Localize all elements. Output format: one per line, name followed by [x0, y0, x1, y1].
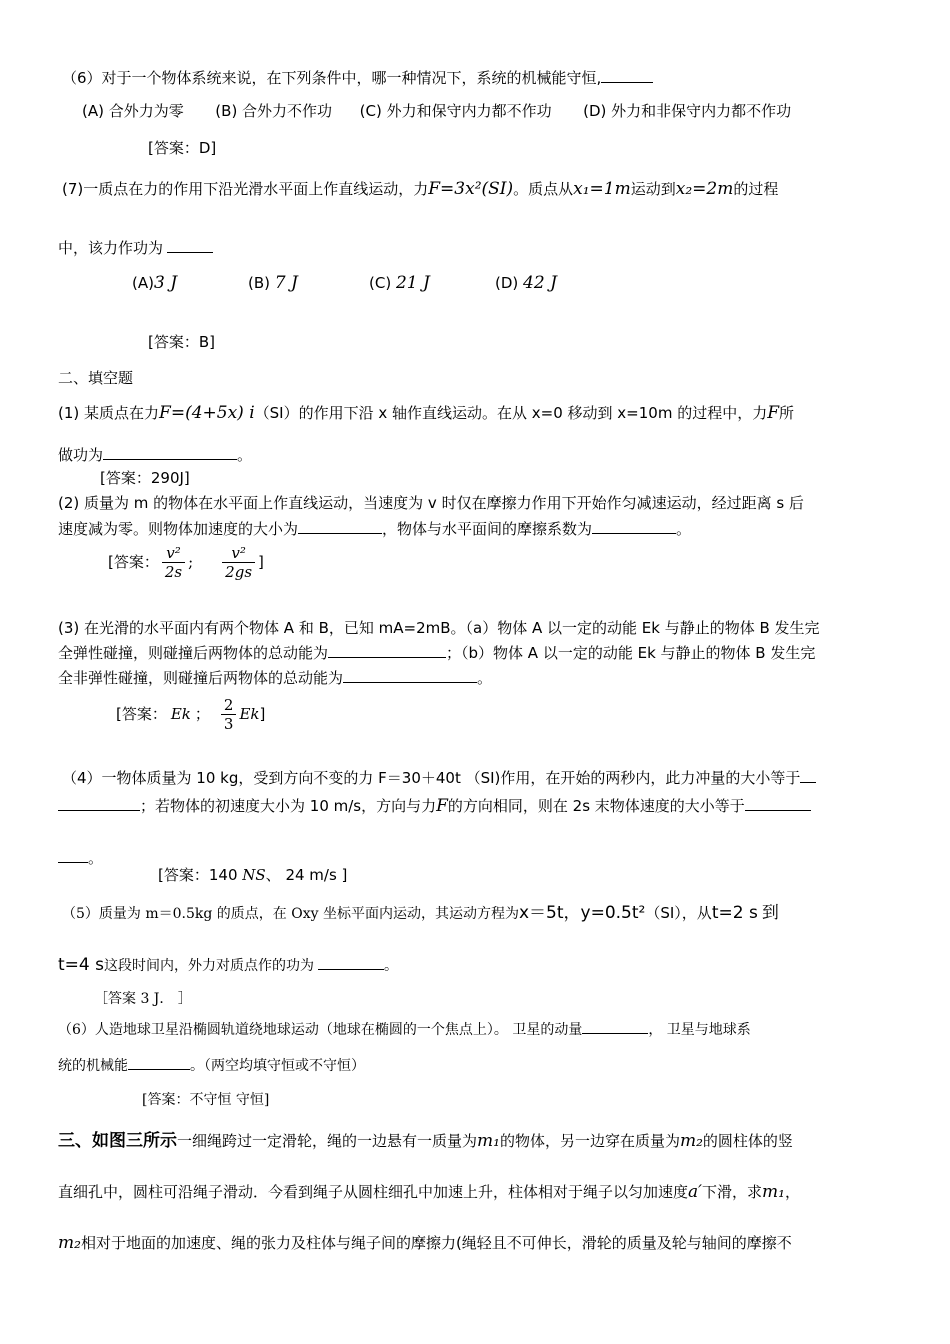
answer-blank	[592, 517, 676, 534]
section3-stem-2: 直细孔中，圆柱可沿绳子滑动．今看到绳子从圆柱细孔中加速上升，柱体相对于绳子以匀加速度a′下滑，求m₁，	[58, 1182, 800, 1202]
section3-stem-3: m₂相对于地面的加速度、绳的张力及柱体与绳子间的摩擦力(绳轻且不可伸长，滑轮的质量及轮与轴间的摩擦不	[58, 1233, 792, 1253]
mass-m1: m₁	[762, 1182, 785, 1202]
section-title-problem: 三、如图三所示	[58, 1131, 177, 1151]
q7-stem-2: 中，该力作功为	[58, 236, 213, 259]
mass-m1: m₁	[477, 1131, 500, 1151]
q7-stem: (7)一质点在力的作用下沿光滑水平面上作直线运动，力F=3x²(SI)。质点从x₁=1m运动到x₂=2m的过程	[62, 179, 779, 199]
fb6-answer: [答案：不守恒 守恒]	[142, 1092, 270, 1108]
fb3-stem: (3) 在光滑的水平面内有两个物体 A 和 B，已知 mA=2mB。（a）物体 A 以一定的动能 Ek 与静止的物体 B 发生完	[58, 619, 820, 637]
fb1-stem: (1) 某质点在力F=(4+5x) i（SI）的作用下沿 x 轴作直线运动。在从 x=0 移动到 x=10m 的过程中，力F所	[58, 403, 795, 423]
answer-blank	[745, 794, 811, 811]
answer-blank	[318, 953, 384, 970]
force-vector: F	[436, 796, 448, 816]
fb3-stem-2: 全弹性碰撞，则碰撞后两物体的总动能为 ；（b）物体 A 以一定的动能 Ek 与静止的物体 B 发生完	[58, 641, 815, 664]
fb4-stem-3: 。	[58, 846, 103, 869]
force-vector: F	[767, 403, 780, 423]
answer-blank	[167, 236, 213, 253]
fb6-stem: （6）人造地球卫星沿椭圆轨道绕地球运动（地球在椭圆的一个焦点上）。 卫星的动量 ， 卫星与地球系	[58, 1017, 751, 1041]
section-title-fill-blank: 二、填空题	[58, 369, 134, 387]
answer-blank	[582, 1017, 648, 1034]
fb1-stem-2: 做功为 。	[58, 443, 252, 466]
fb2-stem-2: 速度减为零。则物体加速度的大小为 ，物体与水平面间的摩擦系数为 。	[58, 517, 691, 540]
q6-stem: （6）对于一个物体系统来说，在下列条件中，哪一种情况下，系统的机械能守恒,	[62, 66, 653, 89]
fb4-answer: [答案：140 NS、 24 m/s ]	[158, 866, 348, 884]
answer-blank	[58, 846, 88, 863]
answer-blank	[58, 794, 140, 811]
mass-m2: m₂	[679, 1131, 703, 1151]
q7-option-d: (D) 42 J	[495, 273, 557, 293]
answer-blank	[328, 641, 446, 658]
q6-options	[82, 100, 791, 122]
fb5-stem-2: t=4 s这段时间内，外力对质点作的功为 。	[58, 955, 398, 975]
fb4-stem-2: ；若物体的初速度大小为 10 m/s，方向与力F的方向相同，则在 2s 末物体速度的大小等于	[58, 794, 811, 817]
x1-formula: x₁=1m	[573, 179, 631, 199]
answer-blank	[128, 1053, 190, 1070]
answer-blank	[103, 443, 237, 460]
fb2-answer: [答案： $\frac{\text{v²}}{2s}$ ; $\frac{\text{v²}}{2gs}$ ]	[108, 544, 264, 581]
accel-a-prime: a′	[688, 1182, 703, 1202]
option-c: (C) 外力和保守内力都不作功	[359, 102, 552, 120]
option-a: (A) 合外力为零	[82, 102, 184, 120]
section3-stem: 三、如图三所示一细绳跨过一定滑轮，绳的一边悬有一质量为m₁的物体，另一边穿在质量为m₂的圆柱体的竖	[58, 1131, 793, 1151]
q7-option-b: (B) 7 J	[248, 273, 298, 293]
fb3-stem-3: 全非弹性碰撞，则碰撞后两物体的总动能为 。	[58, 666, 492, 689]
fraction-2: $\frac{\text{v²}}{2gs}$	[222, 544, 255, 581]
answer-blank	[800, 766, 816, 783]
mass-m2: m₂	[58, 1233, 81, 1253]
fraction-1: $\frac{\text{v²}}{2s}$	[162, 544, 185, 581]
fb5-answer: ［答案 3 J． ］	[94, 991, 192, 1007]
force-formula: F=3x²(SI)	[428, 179, 514, 199]
fb6-stem-2: 统的机械能 。（两空均填守恒或不守恒）	[58, 1053, 365, 1077]
q7-answer: [答案：B]	[148, 333, 215, 351]
fb5-stem: （5）质量为 m＝0.5kg 的质点，在 Oxy 坐标平面内运动，其运动方程为x＝5t，y=0.5t²（SI），从t=2 s 到	[62, 903, 779, 923]
q7-option-c: (C) 21 J	[369, 273, 430, 293]
fraction-2-3: $\frac{2}{3}$	[221, 696, 237, 733]
answer-blank	[298, 517, 382, 534]
option-d: (D) 外力和非保守内力都不作功	[583, 102, 792, 120]
answer-blank	[601, 66, 653, 83]
force-vector-formula: F=(4+5x) i	[159, 403, 255, 423]
q6-answer: [答案：D]	[148, 139, 217, 157]
fb2-stem: (2) 质量为 m 的物体在水平面上作直线运动，当速度为 v 时仅在摩擦力作用下开始作匀减速运动，经过距离 s 后	[58, 494, 804, 512]
fb1-answer: [答案：290J]	[100, 469, 190, 487]
answer-blank	[343, 666, 477, 683]
option-b: (B) 合外力不作功	[215, 102, 333, 120]
fb3-answer: [答案： Ek ； $\frac{2}{3}$ Ek]	[116, 696, 266, 733]
q7-option-a: (A)3 J	[132, 273, 178, 293]
x2-formula: x₂=2m	[675, 179, 734, 199]
fb4-stem: （4）一物体质量为 10 kg，受到方向不变的力 F＝30＋40t （SI)作用，在开始的两秒内，此力冲量的大小等于	[62, 766, 816, 789]
